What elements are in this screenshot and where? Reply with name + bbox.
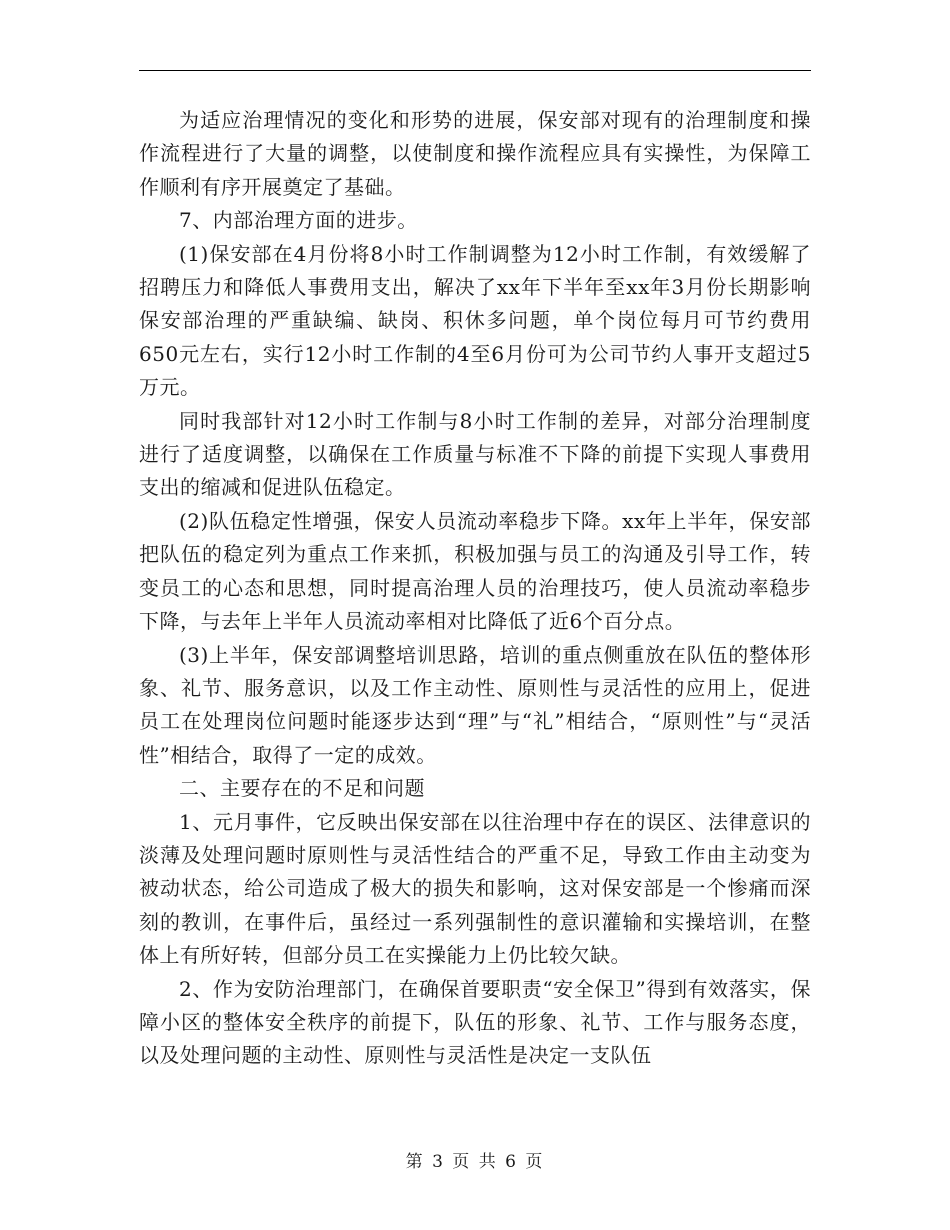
header-rule (139, 70, 811, 71)
paragraph: 2、作为安防治理部门，在确保首要职责“安全保卫”得到有效落实，保障小区的整体安全秩序的前提下，队伍的形象、礼节、工作与服务态度，以及处理问题的主动性、原则性与灵活性是决定一支队伍 (139, 976, 811, 1068)
page-number-footer: 第 3 页 共 6 页 (405, 1152, 545, 1172)
paragraph: 为适应治理情况的变化和形势的进展，保安部对现有的治理制度和操作流程进行了大量的调整，以使制度和操作流程应具有实操性，为保障工作顺利有序开展奠定了基础。 (139, 108, 811, 199)
document-body (139, 104, 811, 1073)
section-heading: 二、主要存在的不足和问题 (179, 776, 425, 801)
section-heading: 7、内部治理方面的进步。 (179, 208, 418, 233)
paragraph: 1、元月事件，它反映出保安部在以往治理中存在的误区、法律意识的淡薄及处理问题时原则性与灵活性结合的严重不足，导致工作由主动变为被动状态，给公司造成了极大的损失和影响，这对保安部是一个惨痛而深刻的教训，在事件后，虽经过一系列强制性的意识灌输和实操培训，在整体上有所好转，但部分员工在实操能力上仍比较欠缺。 (139, 809, 811, 968)
paragraph: 同时我部针对12小时工作制与8小时工作制的差异，对部分治理制度进行了适度调整，以确保在工作质量与标准不下降的前提下实现人事费用支出的缩减和促进队伍稳定。 (139, 408, 811, 500)
paragraph: (3)上半年，保安部调整培训思路，培训的重点侧重放在队伍的整体形象、礼节、服务意识，以及工作主动性、原则性与灵活性的应用上，促进员工在处理岗位问题时能逐步达到“理”与“礼”相结合，“原则性”与“灵活性”相结合，取得了一定的成效。 (139, 642, 811, 767)
paragraph: (1)保安部在4月份将8小时工作制调整为12小时工作制，有效缓解了招聘压力和降低人事费用支出，解决了xx年下半年至xx年3月份长期影响保安部治理的严重缺编、缺岗、积休多问题，单个岗位每月可节约费用650元左右，实行12小时工作制的4至6月份可为公司节约人事开支超过5万元。 (139, 241, 811, 400)
paragraph: (2)队伍稳定性增强，保安人员流动率稳步下降。xx年上半年，保安部把队伍的稳定列为重点工作来抓，积极加强与员工的沟通及引导工作，转变员工的心态和思想，同时提高治理人员的治理技巧，使人员流动率稳步下降，与去年上半年人员流动率相对比降低了近6个百分点。 (139, 508, 811, 634)
